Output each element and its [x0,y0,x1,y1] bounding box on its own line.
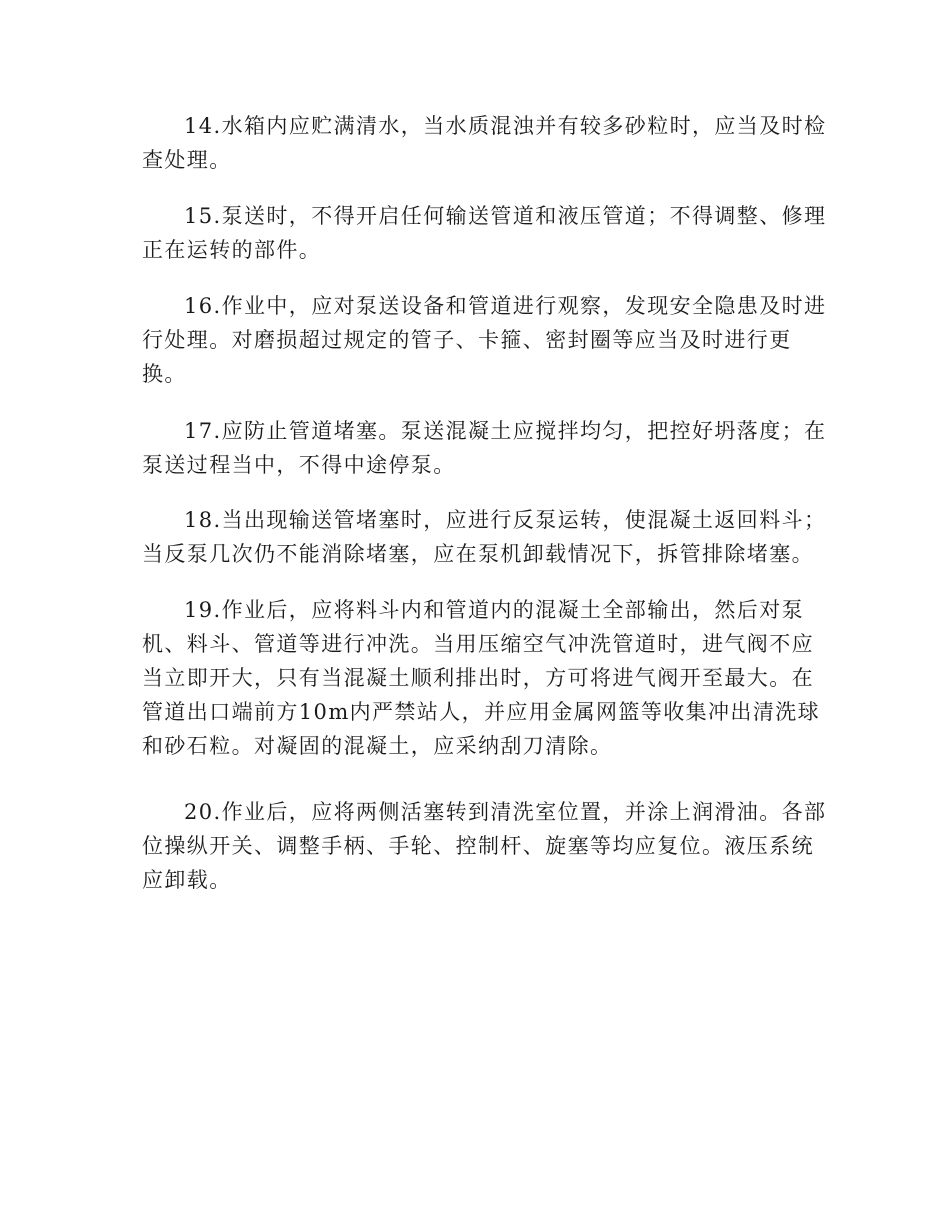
text-line: 正在运转的部件。 [142,238,322,262]
text-line: 查处理。 [142,148,232,172]
paragraph-20 [142,795,827,897]
text-line: 管道出口端前方10m内严禁站人，并应用金属网篮等收集冲出清洗球 [142,700,821,724]
paragraph-19 [142,593,821,763]
text-line: 当反泵几次仍不能消除堵塞，应在泵机卸载情况下，拆管排除堵塞。 [142,542,814,566]
text-line: 和砂石粒。对凝固的混凝土，应采纳刮刀清除。 [142,734,613,758]
text-line: 泵送过程当中，不得中途停泵。 [142,453,456,477]
text-line: 15.泵送时，不得开启任何输送管道和液压管道；不得调整、修理 [184,204,827,228]
text-line: 14.水箱内应贮满清水，当水质混浊并有较多砂粒时，应当及时检 [184,114,827,138]
paragraph-14 [142,109,827,177]
paragraph-16 [142,289,827,391]
text-line: 17.应防止管道堵塞。泵送混凝土应搅拌均匀，把控好坍落度；在 [184,419,827,443]
paragraph-15 [142,199,827,267]
text-line: 应卸载。 [142,868,232,892]
paragraph-18 [142,503,827,571]
text-line: 当立即开大，只有当混凝土顺利排出时，方可将进气阀开至最大。在 [142,666,814,690]
text-line: 位操纵开关、调整手柄、手轮、控制杆、旋塞等均应复位。液压系统 [142,834,814,858]
text-line: 19.作业后，应将料斗内和管道内的混凝土全部输出，然后对泵 [184,598,804,622]
paragraph-17 [142,414,827,482]
text-line: 20.作业后，应将两侧活塞转到清洗室位置，并涂上润滑油。各部 [184,800,827,824]
text-line: 换。 [142,362,187,386]
text-line: 18.当出现输送管堵塞时，应进行反泵运转，使混凝土返回料斗； [184,508,827,532]
text-line: 机、料斗、管道等进行冲洗。当用压缩空气冲洗管道时，进气阀不应 [142,632,814,656]
text-line: 行处理。对磨损超过规定的管子、卡箍、密封圈等应当及时进行更 [142,328,792,352]
text-line: 16.作业中，应对泵送设备和管道进行观察，发现安全隐患及时进 [184,294,827,318]
